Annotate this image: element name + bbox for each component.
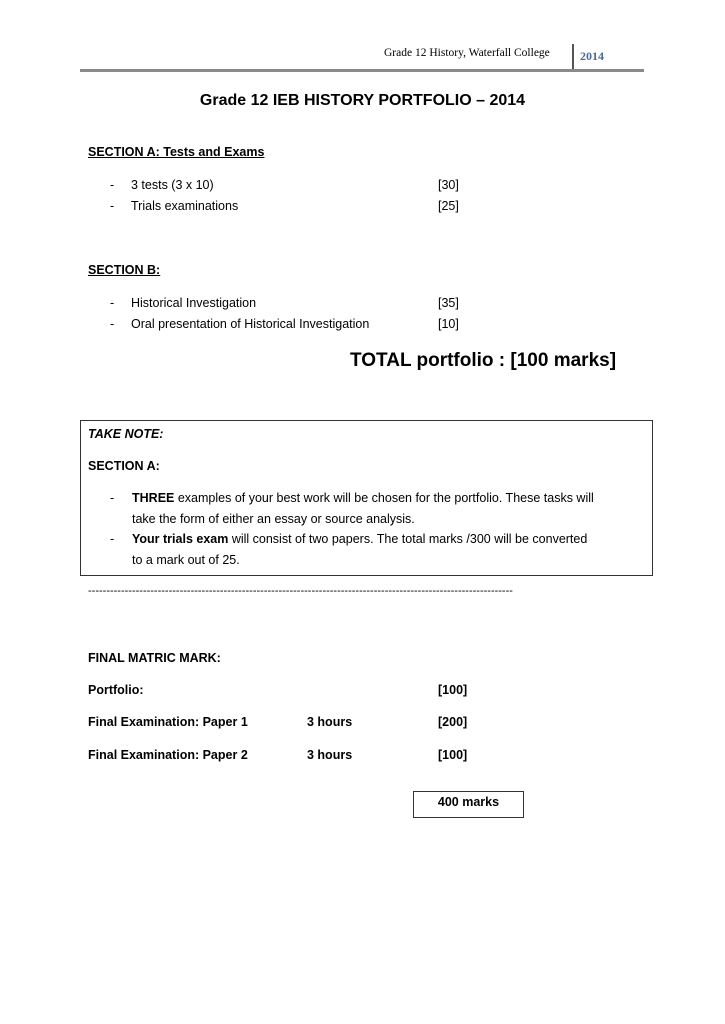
note-bullet-bold: THREE (132, 491, 175, 505)
final-row-label: Final Examination: Paper 1 (88, 715, 248, 729)
list-item-label: Trials examinations (131, 199, 239, 213)
list-dash: - (110, 199, 115, 213)
note-bullet-text: examples of your best work will be chosen for the portfolio. These tasks will (174, 491, 594, 505)
note-bullet (88, 488, 648, 530)
list-dash: - (110, 296, 115, 310)
note-bullet-dash: - (110, 532, 115, 546)
final-row-marks: [100] (438, 683, 468, 697)
take-note-title: TAKE NOTE: (88, 427, 164, 441)
total-marks-box: 400 marks (413, 791, 524, 818)
note-bullet-line2: take the form of either an essay or source analysis. (132, 512, 415, 526)
header-rule (80, 69, 644, 72)
list-item-label: 3 tests (3 x 10) (131, 178, 214, 192)
note-bullet (88, 529, 648, 571)
section-b-heading: SECTION B: (88, 263, 161, 277)
list-item-marks: [30] (438, 178, 459, 192)
header-text: Grade 12 History, Waterfall College (384, 47, 550, 59)
final-row-marks: [100] (438, 748, 468, 762)
list-item-marks: [35] (438, 296, 459, 310)
take-note-section: SECTION A: (88, 459, 160, 473)
list-item-label: Oral presentation of Historical Investigation (131, 317, 370, 331)
final-row (88, 745, 488, 766)
list-dash: - (110, 317, 115, 331)
note-bullet-dash: - (110, 491, 115, 505)
take-note-box (80, 420, 653, 576)
header-divider (572, 44, 574, 70)
list-item-marks: [10] (438, 317, 459, 331)
final-row-label: Portfolio: (88, 683, 144, 697)
section-a-heading: SECTION A: Tests and Exams (88, 145, 265, 159)
final-row-duration: 3 hours (307, 748, 353, 762)
list-dash: - (110, 178, 115, 192)
note-bullet-line1 (132, 488, 594, 509)
list-item (88, 175, 488, 196)
note-bullet-text: will consist of two papers. The total marks /300 will be converted (228, 532, 588, 546)
list-item-marks: [25] (438, 199, 459, 213)
note-bullet-line1 (132, 529, 587, 550)
header-year: 2014 (580, 49, 604, 63)
note-bullet-bold: Your trials exam (132, 532, 229, 546)
final-row (88, 712, 488, 733)
final-row (88, 680, 488, 701)
note-bullet-line2: to a mark out of 25. (132, 553, 240, 567)
list-item-label: Historical Investigation (131, 296, 257, 310)
dashed-divider: -------------------------------------------------------------------------------------------------------------------- (88, 585, 513, 597)
list-item (88, 314, 488, 335)
final-row-duration: 3 hours (307, 715, 353, 729)
final-row-marks: [200] (438, 715, 468, 729)
list-item (88, 293, 488, 314)
list-item (88, 196, 488, 217)
page-title: Grade 12 IEB HISTORY PORTFOLIO – 2014 (199, 92, 526, 109)
total-portfolio: TOTAL portfolio : [100 marks] (350, 350, 617, 371)
final-row-label: Final Examination: Paper 2 (88, 748, 248, 762)
final-heading: FINAL MATRIC MARK: (88, 651, 221, 665)
